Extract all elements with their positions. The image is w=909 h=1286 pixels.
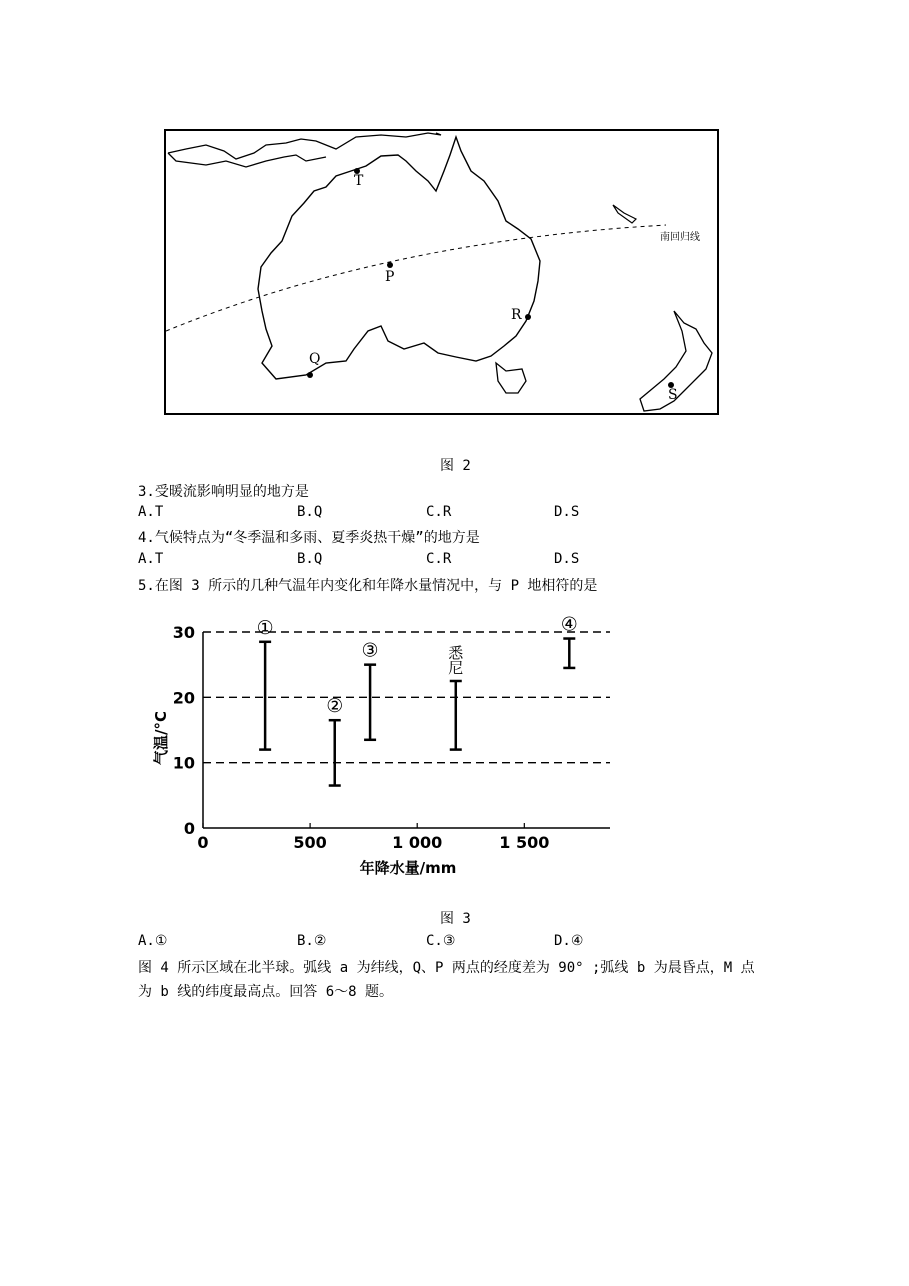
tropic-of-capricorn-line <box>166 225 666 331</box>
new-guinea-coast <box>168 133 441 167</box>
intro-line-2: 为 b 线的纬度最高点。回答 6～8 题。 <box>138 984 394 1000</box>
series-label: ③ <box>361 639 379 662</box>
australia-coast <box>258 137 540 379</box>
y-tick-label: 0 <box>183 819 195 838</box>
q3-option-b[interactable]: B.Q <box>297 504 323 520</box>
label-s: S <box>668 387 678 403</box>
label-t: T <box>354 173 364 189</box>
q3-option-a[interactable]: A.T <box>138 504 164 520</box>
label-tropic: 南回归线 <box>660 232 700 243</box>
series-label: ② <box>326 695 344 718</box>
figure-2-caption: 图 2 <box>440 458 471 474</box>
q4-option-a[interactable]: A.T <box>138 551 164 567</box>
series-label: ① <box>256 616 274 639</box>
figure-3-caption: 图 3 <box>440 911 471 927</box>
x-tick-label: 500 <box>293 833 327 852</box>
series-label: 尼 <box>448 659 464 677</box>
q5-option-d[interactable]: D.④ <box>554 933 584 949</box>
y-tick-label: 20 <box>172 688 195 708</box>
x-tick-label: 1 500 <box>499 833 550 852</box>
intro-line-1: 图 4 所示区域在北半球。弧线 a 为纬线，Q、P 两点的经度差为 90° ;弧线 b 为晨昏点，M 点 <box>138 960 755 976</box>
series-label: ④ <box>560 613 578 636</box>
point-q-marker <box>307 372 313 378</box>
map-drawing <box>166 131 717 413</box>
x-axis-label: 年降水量/mm <box>359 859 457 877</box>
q4-option-d[interactable]: D.S <box>554 551 580 567</box>
point-p-marker <box>387 262 393 268</box>
question-3-text: 3.受暖流影响明显的地方是 <box>138 484 309 500</box>
label-p: P <box>385 269 395 285</box>
question-5-text: 5.在图 3 所示的几种气温年内变化和年降水量情况中，与 P 地相符的是 <box>138 578 598 594</box>
q5-option-b[interactable]: B.② <box>297 933 327 949</box>
temperature-precipitation-chart <box>150 605 630 890</box>
y-tick-label: 30 <box>172 623 195 642</box>
q4-option-b[interactable]: B.Q <box>297 551 323 567</box>
y-tick-label: 10 <box>172 753 195 773</box>
q5-option-a[interactable]: A.① <box>138 933 168 949</box>
tasmania-coast <box>496 363 526 393</box>
new-caledonia <box>613 205 636 223</box>
australia-map <box>164 129 719 415</box>
q5-option-c[interactable]: C.③ <box>426 933 456 949</box>
series-label: 悉 <box>448 644 464 662</box>
x-tick-label: 0 <box>197 833 209 852</box>
x-tick-label: 1 000 <box>392 833 443 852</box>
q3-option-c[interactable]: C.R <box>426 504 452 520</box>
point-r-marker <box>525 314 531 320</box>
q4-option-c[interactable]: C.R <box>426 551 452 567</box>
y-axis-label: 气温/°C <box>152 711 170 765</box>
label-r: R <box>511 307 522 323</box>
q3-option-d[interactable]: D.S <box>554 504 580 520</box>
question-4-text: 4.气候特点为“冬季温和多雨、夏季炎热干燥”的地方是 <box>138 530 480 546</box>
label-q: Q <box>309 351 321 367</box>
